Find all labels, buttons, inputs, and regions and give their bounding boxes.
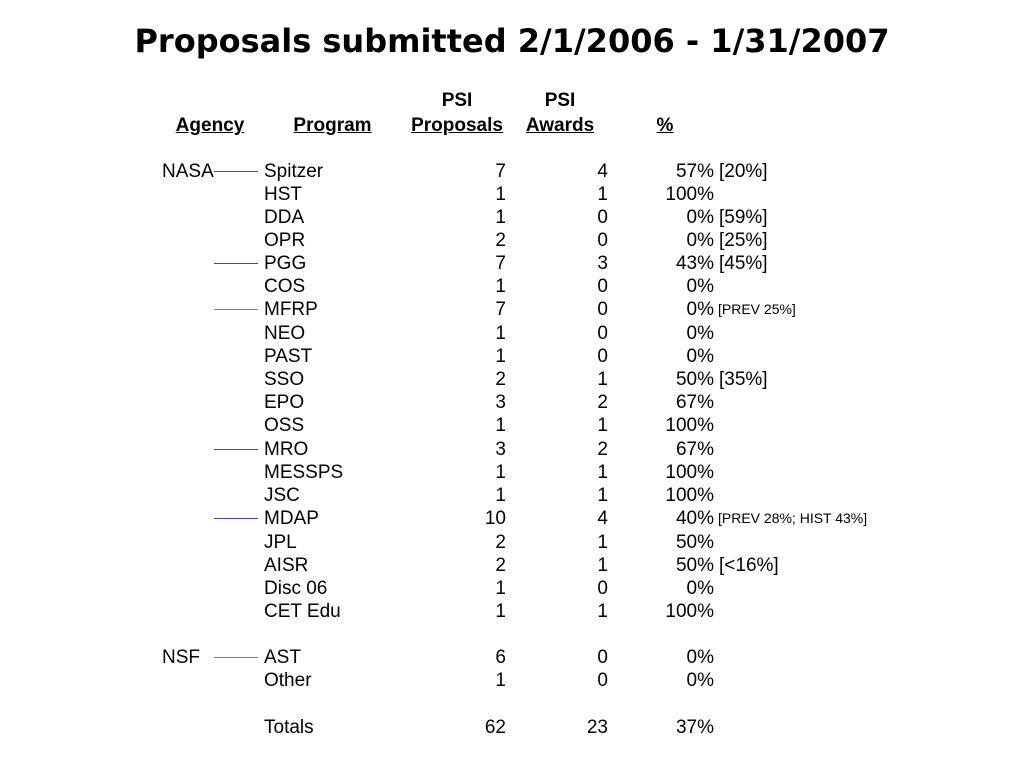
awards-count: 0 [597, 670, 608, 691]
awards-count: 1 [597, 485, 608, 506]
header-awards: PSI Awards [525, 90, 595, 136]
awards-count: 3 [597, 253, 608, 274]
proposals-count: 2 [495, 230, 506, 251]
header-percent: % [656, 115, 674, 136]
percent-value: 57% [675, 161, 714, 182]
percent-value: 40% [675, 508, 714, 529]
program-label: DDA [264, 207, 305, 228]
program-label: MFRP [264, 299, 318, 320]
bracket-note: [35%] [719, 369, 768, 390]
percent-value: 0% [686, 346, 714, 367]
program-label: HST [264, 184, 302, 205]
program-label: COS [264, 276, 306, 297]
proposals-count: 1 [495, 346, 506, 367]
proposals-count: 1 [495, 578, 506, 599]
awards-count: 0 [597, 578, 608, 599]
percent-value: 0% [686, 276, 714, 297]
percent-value: 0% [686, 323, 714, 344]
program-label: JPL [264, 532, 297, 553]
percent-value: 0% [686, 578, 714, 599]
awards-count: 4 [597, 161, 608, 182]
program-label: PGG [264, 253, 307, 274]
connector-line [214, 449, 258, 450]
bracket-note: [20%] [719, 161, 768, 182]
awards-count: 2 [597, 439, 608, 460]
connector-line [214, 171, 258, 172]
program-label: CET Edu [264, 601, 341, 622]
percent-value: 0% [686, 670, 714, 691]
proposals-count: 10 [484, 508, 506, 529]
proposals-count: 7 [495, 253, 506, 274]
bracket-note: [<16%] [719, 555, 779, 576]
awards-count: 1 [597, 184, 608, 205]
proposals-count: 3 [495, 392, 506, 413]
program-label: OPR [264, 230, 306, 251]
proposals-count: 1 [495, 462, 506, 483]
percent-value: 50% [675, 555, 714, 576]
bracket-note: [45%] [719, 253, 768, 274]
header-agency: Agency [175, 115, 245, 136]
awards-count: 1 [597, 462, 608, 483]
awards-count: 1 [597, 555, 608, 576]
percent-value: 0% [686, 230, 714, 251]
program-label: AISR [264, 555, 309, 576]
program-label: Disc 06 [264, 578, 328, 599]
proposals-count: 1 [495, 276, 506, 297]
bracket-note: [59%] [719, 207, 768, 228]
awards-count: 1 [597, 601, 608, 622]
program-label: EPO [264, 392, 305, 413]
proposals-count: 2 [495, 369, 506, 390]
awards-count: 0 [597, 346, 608, 367]
awards-count: 0 [597, 299, 608, 320]
program-label: AST [264, 647, 301, 668]
program-label: MESSPS [264, 462, 344, 483]
percent-value: 0% [686, 647, 714, 668]
header-proposals: PSI Proposals [411, 90, 503, 136]
header-program: Program [293, 115, 372, 136]
awards-count: 0 [597, 230, 608, 251]
proposals-count: 1 [495, 207, 506, 228]
program-label: SSO [264, 369, 305, 390]
program-label: NEO [264, 323, 306, 344]
proposals-count: 1 [495, 184, 506, 205]
program-label: JSC [264, 485, 300, 506]
proposals-count: 62 [484, 717, 506, 738]
proposals-count: 6 [495, 647, 506, 668]
proposals-count: 7 [495, 161, 506, 182]
percent-value: 67% [675, 392, 714, 413]
proposals-count: 1 [495, 670, 506, 691]
connector-line [214, 657, 258, 658]
percent-value: 100% [665, 485, 714, 506]
awards-count: 2 [597, 392, 608, 413]
percent-value: 50% [675, 369, 714, 390]
proposals-count: 1 [495, 323, 506, 344]
agency-label: NSF [162, 647, 200, 668]
awards-count: 1 [597, 415, 608, 436]
percent-value: 0% [686, 207, 714, 228]
program-label: Spitzer [264, 161, 324, 182]
percent-value: 50% [675, 532, 714, 553]
awards-count: 1 [597, 369, 608, 390]
program-label: MRO [264, 439, 309, 460]
prev-note: [PREV 25%] [718, 301, 796, 317]
percent-value: 37% [675, 717, 714, 738]
awards-count: 0 [597, 276, 608, 297]
program-label: OSS [264, 415, 305, 436]
connector-line [214, 263, 258, 264]
proposals-count: 2 [495, 555, 506, 576]
percent-value: 100% [665, 462, 714, 483]
prev-note: [PREV 28%; HIST 43%] [718, 510, 868, 526]
bracket-note: [25%] [719, 230, 768, 251]
percent-value: 100% [665, 415, 714, 436]
proposals-count: 2 [495, 532, 506, 553]
proposals-count: 1 [495, 485, 506, 506]
awards-count: 0 [597, 207, 608, 228]
proposals-count: 3 [495, 439, 506, 460]
awards-count: 1 [597, 532, 608, 553]
program-label: Other [264, 670, 312, 691]
connector-line [214, 309, 258, 310]
proposals-count: 1 [495, 415, 506, 436]
program-label: PAST [264, 346, 313, 367]
proposals-count: 7 [495, 299, 506, 320]
percent-value: 100% [665, 184, 714, 205]
percent-value: 67% [675, 439, 714, 460]
awards-count: 4 [597, 508, 608, 529]
agency-label: NASA [162, 161, 214, 182]
percent-value: 43% [675, 253, 714, 274]
page-title: Proposals submitted 2/1/2006 - 1/31/2007 [134, 22, 890, 60]
percent-value: 0% [686, 299, 714, 320]
awards-count: 0 [597, 323, 608, 344]
connector-line [214, 518, 258, 519]
program-label: MDAP [264, 508, 319, 529]
awards-count: 0 [597, 647, 608, 668]
program-label: Totals [264, 717, 314, 738]
proposals-count: 1 [495, 601, 506, 622]
percent-value: 100% [665, 601, 714, 622]
awards-count: 23 [586, 717, 608, 738]
